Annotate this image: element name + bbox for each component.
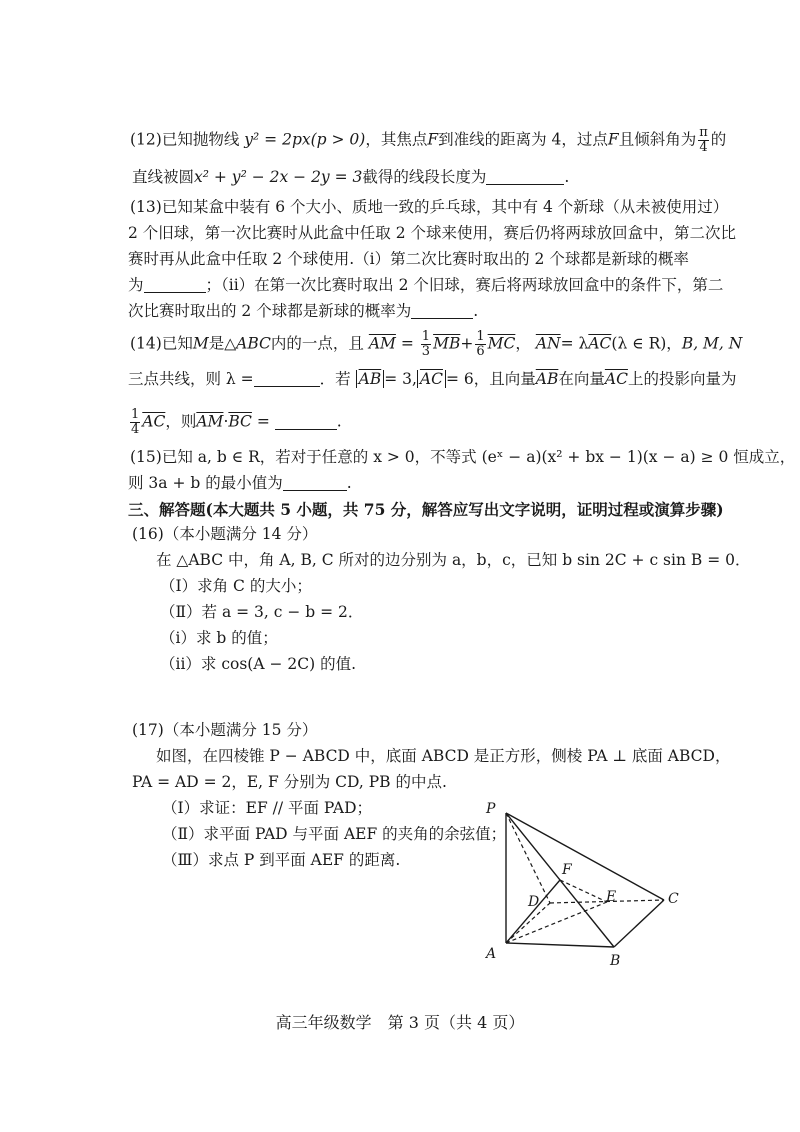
label-E: E [606, 889, 617, 905]
q12-answer-blank [486, 168, 564, 185]
q17-part2: （Ⅱ）求平面 PAD 与平面 AEF 的夹角的余弦值； [162, 825, 507, 843]
q16-part2-ii: （ii）求 cos(A − 2C) 的值. [160, 655, 357, 673]
q13-line2: 2 个旧球，第一次比赛时从此盒中任取 2 个球来使用，赛后仍将两球放回盒中，第二次比 [128, 224, 737, 242]
label-B: B [610, 953, 621, 969]
q14-line3: $\frac{1}{4}$ $\overline{AC}$，则$\overline{AM}\cdot\overline{BC}$ = . [131, 407, 342, 437]
q17-stem-line2: PA = AD = 2，E, F 分别为 CD, PB 的中点. [132, 773, 447, 791]
segment-AE [506, 902, 607, 943]
edge-BC [614, 900, 664, 947]
edge-PD [506, 813, 550, 903]
segment-AF [506, 880, 560, 943]
q16-part2: （Ⅱ）若 a = 3, c − b = 2． [160, 603, 364, 621]
q14-fraction-1-4: $\frac{1}{4}$ [131, 407, 140, 437]
page-footer: 高三年级数学 第 3 页（共 4 页） [275, 1013, 525, 1032]
q13-answer-blank-2 [411, 302, 473, 319]
q16-part2-i: （i）求 b 的值； [160, 629, 278, 647]
q13-line1: (13)已知某盒中装有 6 个大小、质地一致的乒乓球，其中有 4 个新球（从未被使用过） [130, 198, 729, 216]
q12-angle-fraction: $\frac{\pi}{4}$ [699, 125, 708, 155]
q15-line2: 则 3a + b 的最小值为 . [128, 474, 352, 492]
label-P: P [486, 801, 496, 817]
q13-line4: 为 ；（ii）在第一次比赛时取出 2 个旧球，赛后将两球放回盒中的条件下，第二 [128, 276, 724, 294]
q16-header: (16)（本小题满分 14 分） [132, 525, 318, 543]
q17-header: (17)（本小题满分 15 分） [132, 721, 318, 739]
label-A: A [486, 946, 497, 962]
q17-stem-line1: 如图，在四棱锥 P − ABCD 中，底面 ABCD 是正方形，侧棱 PA ⊥ 底面 ABCD， [156, 747, 731, 765]
pyramid-figure [470, 795, 690, 970]
q12-line2: 直线被圆x² + y² − 2x − 2y = 3截得的线段长度为 . [132, 168, 570, 186]
label-C: C [668, 891, 679, 907]
q14-answer-blank-1 [254, 370, 320, 387]
label-F: F [562, 862, 572, 878]
q16-part1: （Ⅰ）求角 C 的大小； [160, 577, 312, 595]
q13-line3: 赛时再从此盒中任取 2 个球使用.（i）第二次比赛时取出的 2 个球都是新球的概率 [128, 250, 689, 268]
label-D: D [528, 894, 540, 910]
q16-stem: 在 △ABC 中，角 A, B, C 所对的边分别为 a，b，c，已知 b sin 2C + c sin B = 0． [156, 551, 751, 569]
q15-line1: (15)已知 a, b ∈ R，若对于任意的 x > 0，不等式 (eˣ − a)(x² + bx − 1)(x − a) ≥ 0 恒成立， [130, 448, 796, 466]
section3-title: 三、解答题(本大题共 5 小题，共 75 分，解答应写出文字说明，证明过程或演算步骤) [128, 500, 724, 519]
q15-answer-blank [283, 474, 347, 491]
segment-EF [560, 880, 607, 902]
q13-answer-blank-1 [144, 276, 206, 293]
q17-part1: （Ⅰ）求证：EF // 平面 PAD； [162, 799, 373, 817]
q14-line2: 三点共线，则 λ = ．若 $\overline{AB} = 3$, $\overline{AC} = 6$，且向量$\overline{AB}$在向量$\overline{AC}$上的投影向量为 [128, 370, 737, 388]
q12-line1: (12)已知抛物线 y² = 2px(p > 0)，其焦点F到准线的距离为 4，过点F且倾斜角为 $\frac{\pi}{4}$ 的 [130, 125, 727, 155]
edge-PC [506, 813, 664, 900]
edge-AB [506, 943, 614, 947]
q14-answer-blank-2 [275, 413, 337, 430]
q13-line5: 次比赛时取出的 2 个球都是新球的概率为 . [128, 302, 479, 320]
q14-line1: (14)已知M是△ABC内的一点，且 $\overline{AM}$ = $\frac{1}{3}$ $\overline{MB}+$ $\frac{1}{6}$ $\overline{MC}$， $\overline{AN}= \lambda\overline{AC}(\lambda$ ∈ R)，B, M, N [130, 329, 743, 359]
q14-fraction-1-3: $\frac{1}{3}$ [421, 329, 431, 359]
q17-part3: （Ⅲ）求点 P 到平面 AEF 的距离. [162, 851, 401, 869]
q14-fraction-1-6: $\frac{1}{6}$ [476, 329, 485, 359]
